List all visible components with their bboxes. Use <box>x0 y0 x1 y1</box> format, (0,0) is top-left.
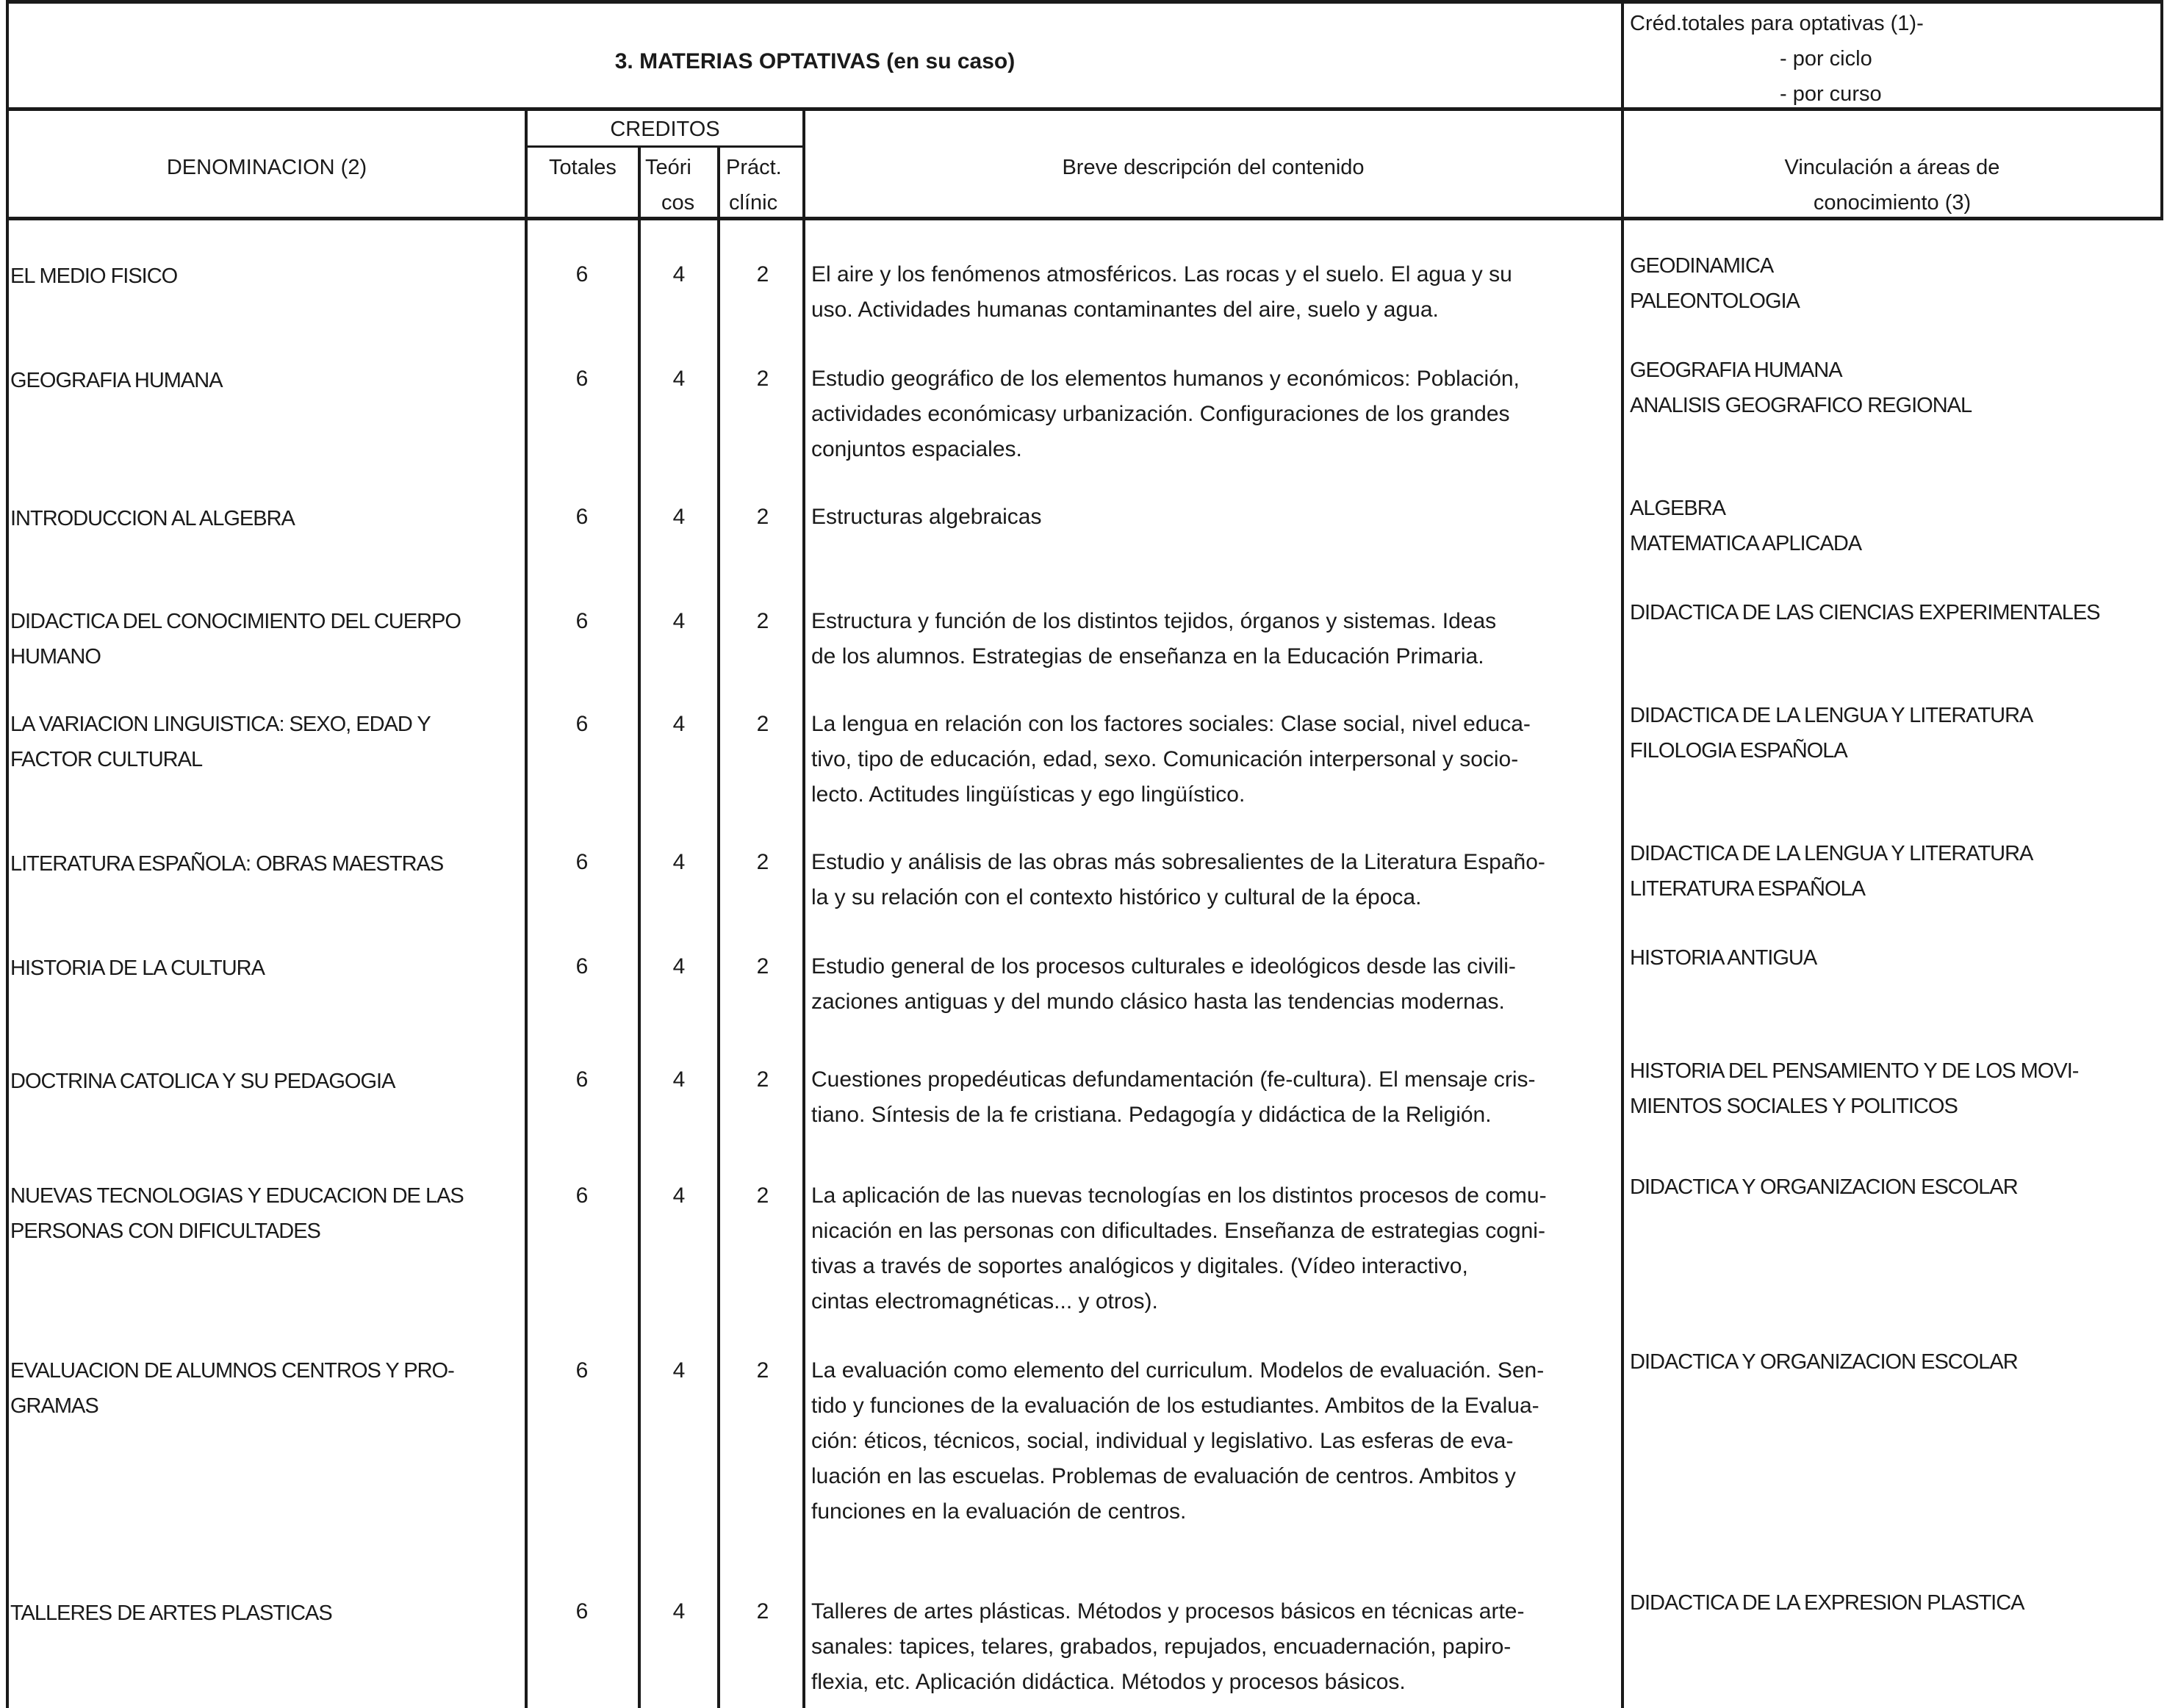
row-descripcion: funciones en la evaluación de centros. <box>811 1499 1187 1524</box>
row-creditos-totales: 6 <box>575 850 589 874</box>
column-header-totales: Totales <box>549 156 617 179</box>
row-area-conocimiento: DIDACTICA DE LAS CIENCIAS EXPERIMENTALES <box>1630 601 2100 624</box>
row-area-conocimiento: ALGEBRA <box>1630 497 1725 520</box>
row-creditos-totales: 6 <box>575 1599 589 1624</box>
row-creditos-teoricos: 4 <box>672 1358 686 1383</box>
row-denominacion: EL MEDIO FISICO <box>10 264 178 288</box>
row-denominacion: FACTOR CULTURAL <box>10 748 203 771</box>
row-descripcion: Estudio geográfico de los elementos humanos y económicos: Población, <box>811 367 1520 391</box>
row-denominacion: EVALUACION DE ALUMNOS CENTROS Y PRO- <box>10 1359 454 1383</box>
right-border <box>2160 0 2163 220</box>
row-area-conocimiento: DIDACTICA Y ORGANIZACION ESCOLAR <box>1630 1350 2018 1374</box>
row-descripcion: sanales: tapices, telares, grabados, repujados, encuadernación, papiro- <box>811 1635 1512 1659</box>
row-creditos-practicos: 2 <box>756 609 769 633</box>
column-header-teoricos-line1: Teóri <box>645 156 691 179</box>
col-divider-teoricos <box>638 147 641 1708</box>
row-descripcion: zaciones antiguas y del mundo clásico hasta las tendencias modernas. <box>811 990 1505 1014</box>
row-denominacion: LITERATURA ESPAÑOLA: OBRAS MAESTRAS <box>10 852 444 876</box>
row-area-conocimiento: ANALISIS GEOGRAFICO REGIONAL <box>1630 394 1972 417</box>
row-area-conocimiento: DIDACTICA DE LA LENGUA Y LITERATURA <box>1630 704 2033 727</box>
column-header-vinculacion-line1: Vinculación a áreas de <box>1784 156 2000 179</box>
row-descripcion: tido y funciones de la evaluación de los estudiantes. Ambitos de la Evalua- <box>811 1394 1539 1418</box>
row-descripcion: Estructuras algebraicas <box>811 505 1042 529</box>
col-divider-practicos <box>717 147 720 1708</box>
row-denominacion: DOCTRINA CATOLICA Y SU PEDAGOGIA <box>10 1070 395 1093</box>
row-creditos-teoricos: 4 <box>672 367 686 391</box>
row-area-conocimiento: GEODINAMICA <box>1630 254 1774 278</box>
row-descripcion: de los alumnos. Estrategias de enseñanza en la Educación Primaria. <box>811 644 1484 669</box>
row-denominacion: PERSONAS CON DIFICULTADES <box>10 1219 320 1243</box>
row-denominacion: LA VARIACION LINGUISTICA: SEXO, EDAD Y <box>10 713 431 736</box>
row-denominacion: HUMANO <box>10 645 101 669</box>
row-area-conocimiento: HISTORIA ANTIGUA <box>1630 946 1817 970</box>
left-border <box>6 0 9 1708</box>
row-descripcion: La aplicación de las nuevas tecnologías en los distintos procesos de comu- <box>811 1183 1547 1208</box>
row-area-conocimiento: MIENTOS SOCIALES Y POLITICOS <box>1630 1095 1958 1118</box>
row-descripcion: flexia, etc. Aplicación didáctica. Métodos y procesos básicos. <box>811 1670 1406 1694</box>
row-descripcion: conjuntos espaciales. <box>811 437 1022 461</box>
row-area-conocimiento: PALEONTOLOGIA <box>1630 289 1800 313</box>
row-creditos-teoricos: 4 <box>672 609 686 633</box>
column-header-practicos-line1: Práct. <box>726 156 782 179</box>
row-creditos-practicos: 2 <box>756 367 769 391</box>
row-denominacion: INTRODUCCION AL ALGEBRA <box>10 507 295 530</box>
row-denominacion: HISTORIA DE LA CULTURA <box>10 956 265 980</box>
row-descripcion: tivas a través de soportes analógicos y digitales. (Vídeo interactivo, <box>811 1254 1468 1278</box>
col-divider-creditos <box>525 109 528 1708</box>
row-descripcion: El aire y los fenómenos atmosféricos. Las rocas y el suelo. El agua y su <box>811 262 1512 287</box>
row-descripcion: Estudio general de los procesos culturales e ideológicos desde las civili- <box>811 954 1516 979</box>
row-descripcion: nicación en las personas con dificultades. Enseñanza de estrategias cogni- <box>811 1219 1545 1243</box>
row-area-conocimiento: DIDACTICA DE LA LENGUA Y LITERATURA <box>1630 842 2033 865</box>
row-creditos-practicos: 2 <box>756 712 769 736</box>
row-creditos-practicos: 2 <box>756 1599 769 1624</box>
row-descripcion: Estudio y análisis de las obras más sobresalientes de la Literatura Españo- <box>811 850 1545 874</box>
row-creditos-practicos: 2 <box>756 262 769 287</box>
col-divider-areas <box>1621 0 1624 1708</box>
row-creditos-teoricos: 4 <box>672 954 686 979</box>
row-area-conocimiento: GEOGRAFIA HUMANA <box>1630 358 1842 382</box>
row-area-conocimiento: DIDACTICA DE LA EXPRESION PLASTICA <box>1630 1591 2024 1615</box>
row-creditos-totales: 6 <box>575 262 589 287</box>
column-header-creditos: CREDITOS <box>610 118 720 141</box>
row-area-conocimiento: MATEMATICA APLICADA <box>1630 532 1862 555</box>
row-descripcion: tivo, tipo de educación, edad, sexo. Comunicación interpersonal y socio- <box>811 747 1519 771</box>
row-denominacion: NUEVAS TECNOLOGIAS Y EDUCACION DE LAS <box>10 1184 464 1208</box>
section-title: 3. MATERIAS OPTATIVAS (en su caso) <box>614 49 1016 73</box>
row-creditos-teoricos: 4 <box>672 262 686 287</box>
row-descripcion: cintas electromagnéticas... y otros). <box>811 1289 1158 1314</box>
table-top-border <box>6 0 2163 4</box>
column-header-practicos-line2: clínic <box>729 191 778 215</box>
row-denominacion: GEOGRAFIA HUMANA <box>10 369 223 392</box>
row-descripcion: Talleres de artes plásticas. Métodos y procesos básicos en técnicas arte- <box>811 1599 1525 1624</box>
row-creditos-teoricos: 4 <box>672 712 686 736</box>
row-denominacion: TALLERES DE ARTES PLASTICAS <box>10 1601 332 1625</box>
row-descripcion: Estructura y función de los distintos tejidos, órganos y sistemas. Ideas <box>811 609 1497 633</box>
row-creditos-totales: 6 <box>575 609 589 633</box>
column-header-descripcion: Breve descripción del contenido <box>1062 156 1365 179</box>
row-denominacion: GRAMAS <box>10 1394 98 1418</box>
row-creditos-practicos: 2 <box>756 1067 769 1092</box>
row-descripcion: uso. Actividades humanas contaminantes del aire, suelo y agua. <box>811 298 1439 322</box>
row-denominacion: DIDACTICA DEL CONOCIMIENTO DEL CUERPO <box>10 610 461 633</box>
row-creditos-totales: 6 <box>575 954 589 979</box>
row-descripcion: La lengua en relación con los factores sociales: Clase social, nivel educa- <box>811 712 1531 736</box>
row-creditos-practicos: 2 <box>756 505 769 529</box>
row-creditos-teoricos: 4 <box>672 505 686 529</box>
row-descripcion: Cuestiones propedéuticas defundamentación (fe-cultura). El mensaje cris- <box>811 1067 1536 1092</box>
row-creditos-teoricos: 4 <box>672 1067 686 1092</box>
row-creditos-totales: 6 <box>575 505 589 529</box>
row-descripcion: la y su relación con el contexto histórico y cultural de la época. <box>811 885 1422 909</box>
column-header-denominacion: DENOMINACION (2) <box>166 156 367 179</box>
row-descripcion: lecto. Actitudes lingüísticas y ego lingüístico. <box>811 782 1246 807</box>
row-creditos-totales: 6 <box>575 367 589 391</box>
row-creditos-totales: 6 <box>575 1358 589 1383</box>
row-descripcion: La evaluación como elemento del curriculum. Modelos de evaluación. Sen- <box>811 1358 1545 1383</box>
row-creditos-practicos: 2 <box>756 850 769 874</box>
row-area-conocimiento: DIDACTICA Y ORGANIZACION ESCOLAR <box>1630 1175 2018 1199</box>
row-descripcion: ción: éticos, técnicos, social, individual y legislativo. Las esferas de eva- <box>811 1429 1514 1453</box>
row-creditos-teoricos: 4 <box>672 1599 686 1624</box>
row-descripcion: tiano. Síntesis de la fe cristiana. Pedagogía y didáctica de la Religión. <box>811 1103 1492 1127</box>
row-area-conocimiento: LITERATURA ESPAÑOLA <box>1630 877 1865 901</box>
por-ciclo-label: - por ciclo <box>1780 47 1872 71</box>
column-header-vinculacion-line2: conocimiento (3) <box>1813 191 1972 215</box>
row-creditos-practicos: 2 <box>756 954 769 979</box>
row-descripcion: actividades económicasy urbanización. Configuraciones de los grandes <box>811 402 1510 426</box>
row-creditos-practicos: 2 <box>756 1183 769 1208</box>
row-creditos-totales: 6 <box>575 712 589 736</box>
row-descripcion: luación en las escuelas. Problemas de evaluación de centros. Ambitos y <box>811 1464 1516 1488</box>
row-creditos-totales: 6 <box>575 1067 589 1092</box>
column-header-teoricos-line2: cos <box>661 191 695 215</box>
creditos-totales-label: Créd.totales para optativas (1)- <box>1630 12 1924 35</box>
row-creditos-practicos: 2 <box>756 1358 769 1383</box>
row-creditos-teoricos: 4 <box>672 1183 686 1208</box>
row-creditos-totales: 6 <box>575 1183 589 1208</box>
row-area-conocimiento: HISTORIA DEL PENSAMIENTO Y DE LOS MOVI- <box>1630 1059 2079 1083</box>
row-area-conocimiento: FILOLOGIA ESPAÑOLA <box>1630 739 1847 763</box>
col-divider-descripcion <box>802 109 805 1708</box>
por-curso-label: - por curso <box>1780 82 1882 106</box>
row-creditos-teoricos: 4 <box>672 850 686 874</box>
